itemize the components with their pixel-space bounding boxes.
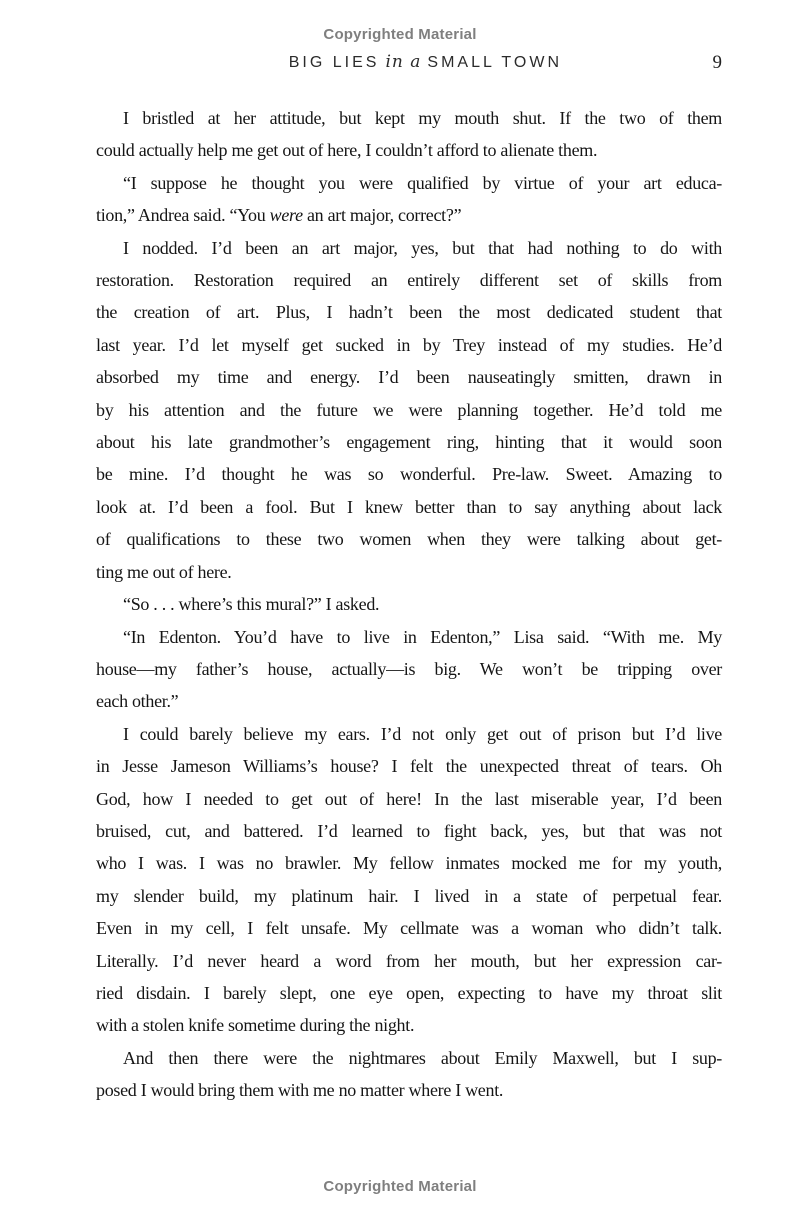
paragraph <box>96 167 722 232</box>
text-line: could actually help me get out of here, I couldn’t afford to alienate them. <box>96 140 598 161</box>
running-header <box>96 52 722 76</box>
book-title-script: in a <box>385 52 422 72</box>
text-line: my slender build, my platinum hair. I lived in a state of perpetual fear. <box>96 885 722 906</box>
text-line: And then there were the nightmares about Emily Maxwell, but I sup- <box>123 1047 722 1068</box>
text-line: Even in my cell, I felt unsafe. My cellmate was a woman who didn’t talk. <box>96 918 722 939</box>
paragraph <box>96 232 722 588</box>
bottom-copyright-notice: Copyrighted Material <box>323 1178 477 1195</box>
text-line: ried disdain. I barely slept, one eye open, expecting to have my throat slit <box>96 982 722 1003</box>
text-line: restoration. Restoration required an entirely different set of skills from <box>96 270 722 291</box>
text-line: absorbed my time and energy. I’d been nauseatingly smitten, drawn in <box>96 367 722 388</box>
text-line: “I suppose he thought you were qualified by virtue of your art educa- <box>123 172 722 193</box>
book-title-pre: BIG LIES <box>288 54 380 71</box>
text-line: I nodded. I’d been an art major, yes, but that had nothing to do with <box>123 237 722 258</box>
text-line: ting me out of here. <box>96 561 232 582</box>
book-title-post: SMALL TOWN <box>427 54 563 71</box>
text-line: who I was. I was no brawler. My fellow inmates mocked me for my youth, <box>96 853 722 874</box>
text-line: each other.” <box>96 691 179 712</box>
text-line: be mine. I’d thought he was so wonderful. Pre-law. Sweet. Amazing to <box>96 464 722 485</box>
text-line: look at. I’d been a fool. But I knew better than to say anything about lack <box>96 496 722 517</box>
text-line: God, how I needed to get out of here! In the last miserable year, I’d been <box>96 788 722 809</box>
text-line: by his attention and the future we were planning together. He’d told me <box>96 399 722 420</box>
text-line: “So . . . where’s this mural?” I asked. <box>123 594 380 615</box>
page-body <box>96 102 722 1107</box>
paragraph <box>96 588 722 620</box>
paragraph <box>96 621 722 718</box>
text-line: house—my father’s house, actually—is big. We won’t be tripping over <box>96 658 722 679</box>
paragraph <box>96 1042 722 1107</box>
text-line: about his late grandmother’s engagement ring, hinting that it would soon <box>96 432 722 453</box>
paragraph <box>96 718 722 1042</box>
page-number: 9 <box>712 52 722 73</box>
text-line: of qualifications to these two women when they were talking about get- <box>96 529 722 550</box>
top-copyright-notice: Copyrighted Material <box>323 26 477 43</box>
book-title <box>289 52 562 72</box>
text-line: I could barely believe my ears. I’d not only get out of prison but I’d live <box>123 723 722 744</box>
paragraph <box>96 102 722 167</box>
text-line: Literally. I’d never heard a word from her mouth, but her expression car- <box>96 950 722 971</box>
text-line: the creation of art. Plus, I hadn’t been the most dedicated student that <box>96 302 722 323</box>
text-line: “In Edenton. You’d have to live in Edenton,” Lisa said. “With me. My <box>123 626 722 647</box>
text-line: tion,” Andrea said. “You were an art major, correct?” <box>96 205 462 226</box>
text-line: I bristled at her attitude, but kept my mouth shut. If the two of them <box>123 108 722 128</box>
text-line: last year. I’d let myself get sucked in by Trey instead of my studies. He’d <box>96 334 722 355</box>
text-line: with a stolen knife sometime during the night. <box>96 1015 415 1036</box>
text-line: in Jesse Jameson Williams’s house? I felt the unexpected threat of tears. Oh <box>96 756 722 777</box>
text-line: bruised, cut, and battered. I’d learned to fight back, yes, but that was not <box>96 820 722 841</box>
text-line: posed I would bring them with me no matter where I went. <box>96 1080 504 1101</box>
